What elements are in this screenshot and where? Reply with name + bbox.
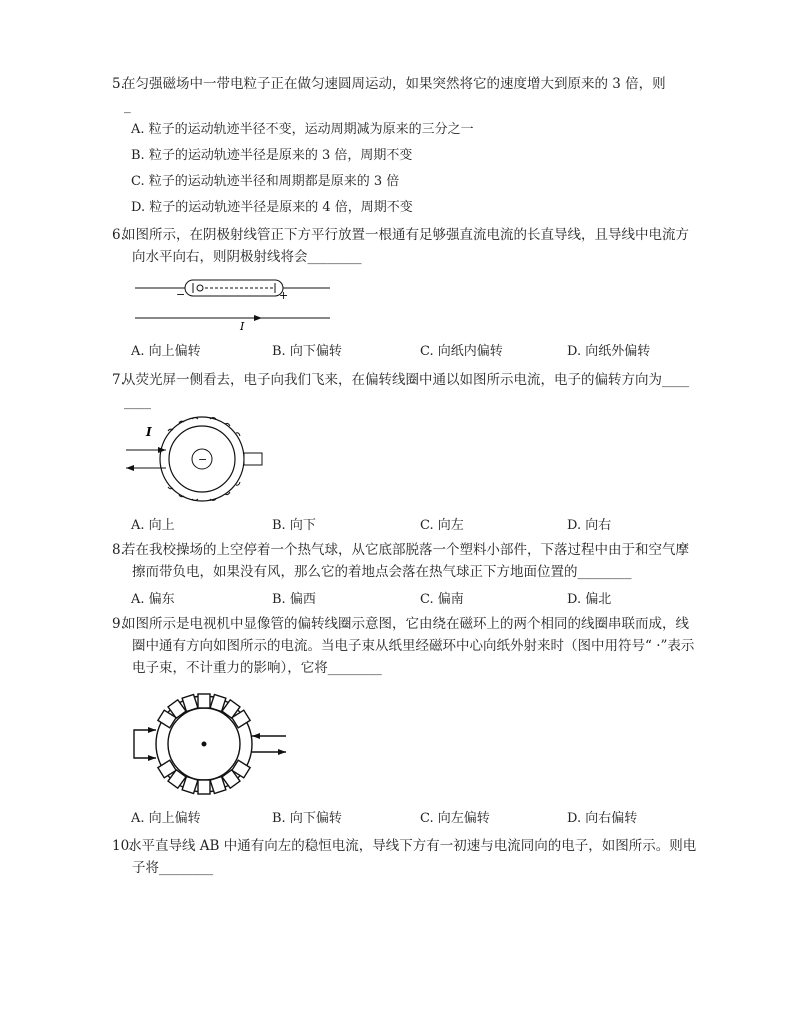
question-stem: 在匀强磁场中一带电粒子正在做匀速圆周运动，如果突然将它的速度增大到原来的 3 倍，则 (122, 76, 666, 92)
option-d[interactable]: D. 向纸外偏转 (567, 344, 651, 359)
question-stem: 水平直导线 AB 中通有向左的稳恒电流，导线下方有一初速与电流同向的电子，如图所示。则电 (128, 838, 697, 854)
option-a[interactable]: A. 向上 (131, 518, 175, 533)
option-c[interactable]: C. 偏南 (420, 592, 464, 607)
question-10: 10.水平直导线 AB 中通有向左的稳恒电流，导线下方有一初速与电流同向的电子，如图所示。则电 子将________ (112, 838, 697, 876)
option-b[interactable]: B. 粒子的运动轨迹半径是原来的 3 倍，周期不变 (131, 148, 413, 163)
option-b[interactable]: B. 向下偏转 (272, 344, 342, 359)
question-stem-continuation: 擦而带负电，如果没有风，那么它的着地点会落在热气球正下方地面位置的________ (132, 564, 632, 580)
current-label: I (240, 320, 245, 333)
question-9: 9.如图所示是电视机中显像管的偏转线圈示意图，它由绕在磁环上的两个相同的线圈串联而成，线 圈中通有方向如图所示的电流。当电子束从纸里经磁环中心向纸外射来时（图中用符号“ ·”表示 电子束，不计重力的影响），它将________ (112, 616, 695, 676)
option-d[interactable]: D. 偏北 (567, 592, 612, 607)
question-stem: 如图所示是电视机中显像管的偏转线圈示意图，它由绕在磁环上的两个相同的线圈串联而成，线 (122, 616, 689, 632)
minus-label: − (176, 288, 186, 301)
options-row (131, 588, 691, 608)
question-7: 7.从荧光屏一侧看去，电子向我们飞来，在偏转线圈中通以如图所示电流，电子的偏转方向为____ ____ (112, 372, 689, 410)
deflection-coil-figure (122, 412, 272, 508)
question-5: 5.在匀强磁场中一带电粒子正在做匀速圆周运动，如果突然将它的速度增大到原来的 3 倍，则 _ (112, 76, 666, 114)
question-8: 8.若在我校操场的上空停着一个热气球，从它底部脱落一个塑料小部件，下落过程中由于和空气摩 擦而带负电，如果没有风，那么它的着地点会落在热气球正下方地面位置的________ (112, 542, 689, 580)
question-stem: 从荧光屏一侧看去，电子向我们飞来，在偏转线圈中通以如图所示电流，电子的偏转方向为____ (122, 372, 689, 388)
options-row (131, 514, 691, 534)
option-c[interactable]: C. 向纸内偏转 (420, 344, 503, 359)
option-d[interactable]: D. 向右 (567, 518, 612, 533)
question-stem: 如图所示，在阴极射线管正下方平行放置一根通有足够强直流电流的长直导线，且导线中电流方 (122, 227, 689, 243)
question-stem-continuation: ____ (124, 394, 151, 410)
option-b[interactable]: B. 向下偏转 (272, 811, 342, 826)
option-d[interactable]: D. 向右偏转 (567, 811, 638, 826)
option-a[interactable]: A. 向上偏转 (131, 344, 201, 359)
electron-center-label: − (198, 453, 208, 466)
option-a[interactable]: A. 偏东 (131, 592, 175, 607)
option-d[interactable]: D. 粒子的运动轨迹半径是原来的 4 倍，周期不变 (131, 200, 413, 215)
question-stem-continuation: 向水平向右，则阴极射线将会________ (132, 249, 362, 265)
question-stem-continuation: _ (124, 98, 131, 114)
option-b[interactable]: B. 偏西 (272, 592, 316, 607)
picture-tube-coil-figure (126, 692, 296, 800)
current-label: I (146, 425, 152, 439)
option-c[interactable]: C. 向左 (420, 518, 464, 533)
option-b[interactable]: B. 向下 (272, 518, 316, 533)
option-a[interactable]: A. 粒子的运动轨迹半径不变，运动周期减为原来的三分之一 (131, 122, 474, 137)
option-a[interactable]: A. 向上偏转 (131, 811, 201, 826)
options-row (131, 340, 691, 360)
plus-label: + (279, 289, 289, 302)
cathode-ray-tube-figure (130, 276, 340, 334)
option-c[interactable]: C. 粒子的运动轨迹半径和周期都是原来的 3 倍 (131, 174, 400, 189)
question-stem-continuation: 电子束，不计重力的影响），它将________ (132, 660, 382, 676)
options-row (131, 807, 691, 827)
question-stem: 若在我校操场的上空停着一个热气球，从它底部脱落一个塑料小部件，下落过程中由于和空气摩 (122, 542, 689, 558)
option-c[interactable]: C. 向左偏转 (420, 811, 490, 826)
question-stem-continuation: 圈中通有方向如图所示的电流。当电子束从纸里经磁环中心向纸外射来时（图中用符号“ ·”表示 (132, 638, 695, 654)
question-6: 6.如图所示，在阴极射线管正下方平行放置一根通有足够强直流电流的长直导线，且导线中电流方 向水平向右，则阴极射线将会________ (112, 227, 689, 265)
question-stem-continuation: 子将________ (132, 860, 213, 876)
